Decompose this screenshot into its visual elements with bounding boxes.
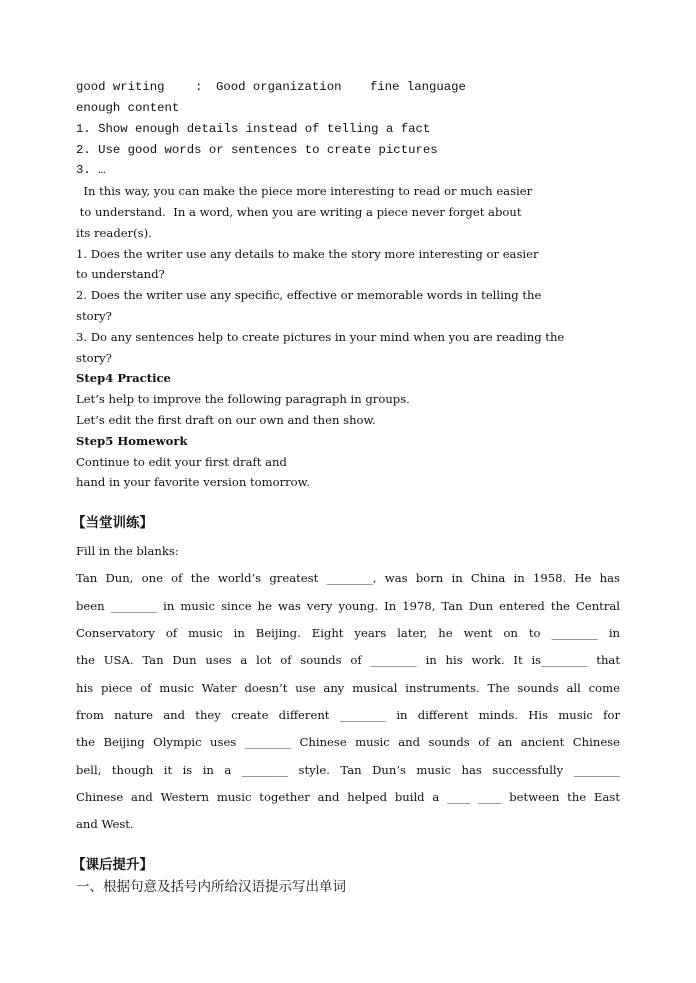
good-organization: Good organization	[216, 80, 342, 94]
step5-line: hand in your favorite version tomorrow.	[76, 475, 310, 489]
question-line: to understand?	[76, 267, 165, 281]
good-writing-label: good writing	[76, 80, 165, 94]
summary-line: In this way, you can make the piece more interesting to read or much easier	[76, 184, 533, 198]
step5-line: Continue to edit your first draft and	[76, 455, 287, 469]
summary-line: to understand. In a word, when you are writing a piece never forget about	[76, 205, 522, 219]
question-line: 1. Does the writer use any details to make the story more interesting or easier	[76, 247, 539, 261]
question-line: 2. Does the writer use any specific, effective or memorable words in telling the	[76, 288, 542, 302]
paragraph-line: Chinese and Western music together and helped build a ____ ____ between the East	[76, 790, 620, 804]
paragraph-line: the Beijing Olympic uses ________ Chinese music and sounds of an ancient Chinese	[76, 735, 620, 749]
step4-line: Let’s help to improve the following paragraph in groups.	[76, 392, 410, 406]
paragraph-line: his piece of music Water doesn’t use any musical instruments. The sounds all come	[76, 681, 620, 695]
paragraph-line: the USA. Tan Dun uses a lot of sounds of ________ in his work. It is________ that	[76, 653, 620, 667]
question-line: 3. Do any sentences help to create pictures in your mind when you are reading the	[76, 330, 565, 344]
after-class-instruction: 一、根据句意及括号内所给汉语提示写出单词	[76, 879, 346, 895]
fine-language: fine language	[370, 80, 466, 94]
practice-instruction: Fill in the blanks:	[76, 544, 179, 558]
after-class-heading: 【课后提升】	[72, 857, 153, 873]
step5-title: Step5 Homework	[76, 434, 188, 448]
question-line: story?	[76, 309, 112, 323]
paragraph-line: been ________ in music since he was very young. In 1978, Tan Dun entered the Central	[76, 599, 620, 613]
enough-content: enough content	[76, 101, 180, 115]
step4-line: Let’s edit the first draft on our own and then show.	[76, 413, 376, 427]
summary-line: its reader(s).	[76, 226, 152, 240]
paragraph-line: bell, though it is in a ________ style. Tan Dun’s music has successfully ________	[76, 763, 620, 777]
paragraph-line: from nature and they create different ________ in different minds. His music for	[76, 708, 620, 722]
good-writing-line	[76, 79, 466, 95]
paragraph-line: and West.	[76, 817, 134, 831]
paragraph-line: Tan Dun, one of the world’s greatest ________, was born in China in 1958. He has	[76, 571, 620, 585]
question-line: story?	[76, 351, 112, 365]
paragraph-line: Conservatory of music in Beijing. Eight years later, he went on to ________ in	[76, 626, 620, 640]
colon: :	[195, 80, 203, 94]
step4-title: Step4 Practice	[76, 371, 171, 385]
list-item: 3. …	[76, 163, 106, 177]
list-item: 1. Show enough details instead of telling a fact	[76, 122, 431, 136]
practice-heading: 【当堂训练】	[72, 515, 153, 531]
list-item: 2. Use good words or sentences to create pictures	[76, 143, 438, 157]
